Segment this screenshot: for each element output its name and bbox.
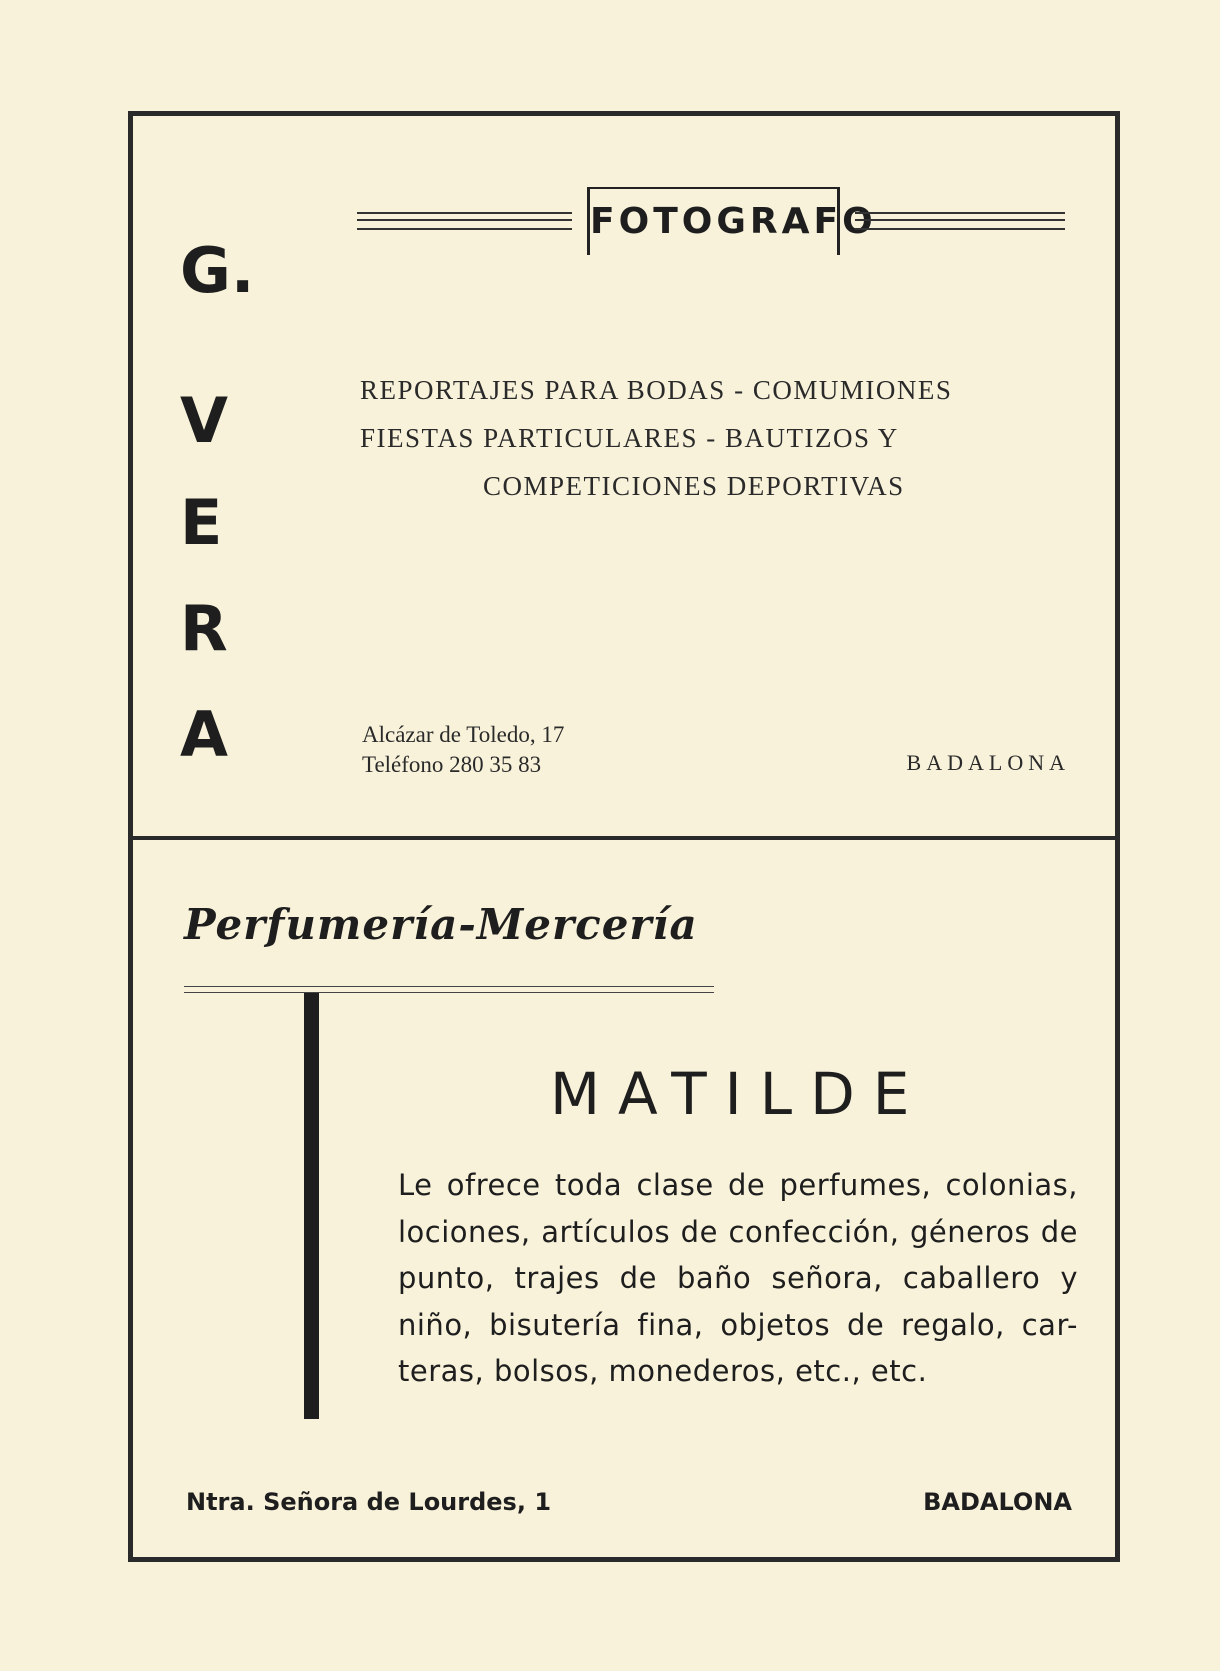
heading-rule-right [855, 212, 1065, 230]
gvera-letter-a: A [180, 698, 228, 771]
shop-description [398, 1162, 1078, 1395]
gvera-letter-g: G. [180, 234, 255, 307]
description-line: teras, bolsos, monederos, etc., etc. [398, 1354, 928, 1388]
perfumeria-header: Perfumería-Mercería [184, 900, 698, 949]
gvera-address [362, 720, 564, 780]
description-line: punto, trajes de baño señora, caballero y [398, 1261, 1078, 1295]
shop-name: MATILDE [550, 1060, 928, 1128]
header-rule [184, 986, 714, 993]
matilde-city: BADALONA [923, 1488, 1072, 1516]
gvera-letter-r: R [180, 592, 228, 665]
description-line: niño, bisutería fina, objetos de regalo, car- [398, 1307, 1078, 1342]
service-line: COMPETICIONES DEPORTIVAS [483, 471, 905, 501]
gvera-city: BADALONA [906, 750, 1070, 775]
description-line: Le ofrece toda clase de perfumes, colonias, [398, 1168, 1078, 1202]
gvera-letter-v: V [180, 384, 228, 457]
vertical-bar [304, 993, 319, 1419]
service-line: REPORTAJES PARA BODAS - COMUMIONES [360, 375, 953, 405]
description-line: lociones, artículos de confección, géneros de [398, 1214, 1078, 1249]
matilde-address: Ntra. Señora de Lourdes, 1 [186, 1488, 552, 1516]
service-line: FIESTAS PARTICULARES - BAUTIZOS Y [360, 423, 899, 453]
services-list [360, 366, 1070, 510]
gvera-letter-e: E [180, 486, 223, 559]
fotografo-heading: FOTOGRAFO [587, 187, 840, 255]
heading-rule-left [357, 212, 572, 230]
ad-divider [133, 836, 1115, 840]
phone-number: Teléfono 280 35 83 [362, 752, 542, 777]
street-address: Alcázar de Toledo, 17 [362, 722, 565, 747]
